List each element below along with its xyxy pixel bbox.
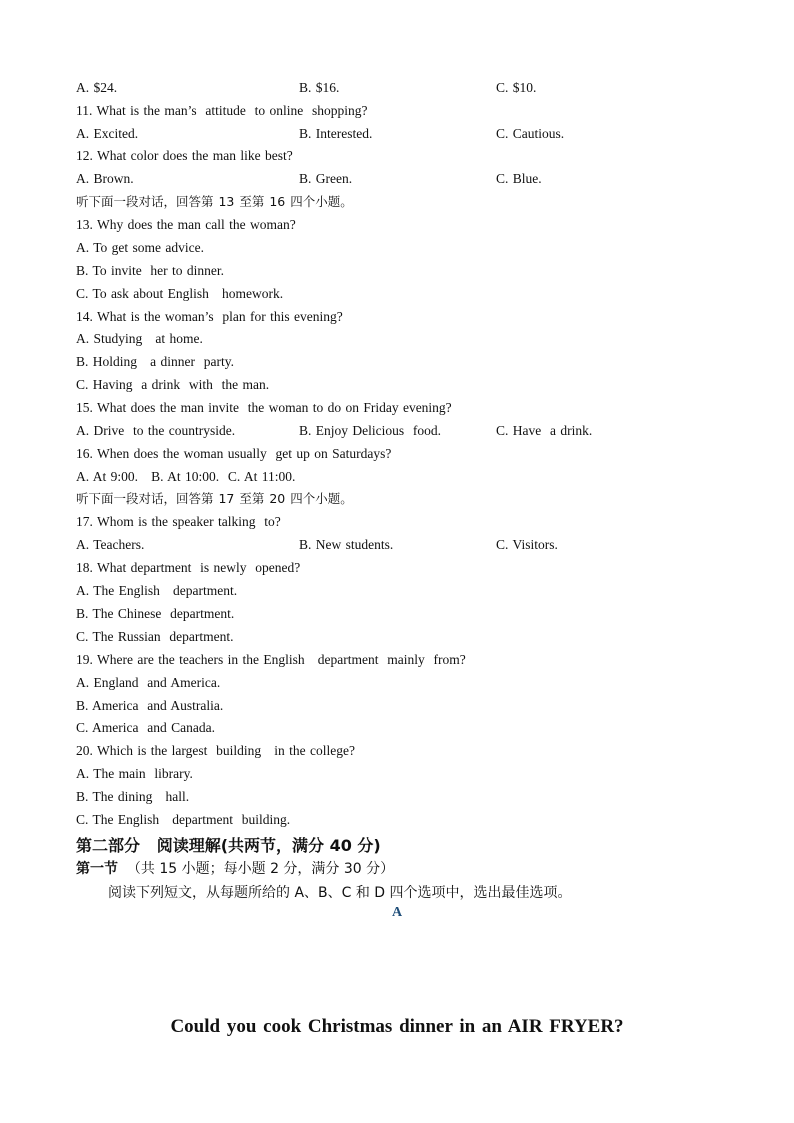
q10-option-c: C. $10.	[496, 80, 537, 95]
q14-option-b: B. Holding a dinner party.	[76, 354, 234, 369]
q19-option-a: A. England and America.	[76, 675, 221, 690]
q15-option-a: A. Drive to the countryside.	[76, 423, 236, 438]
q16-question: 16. When does the woman usually get up on Saturdays?	[76, 446, 392, 461]
section1-detail: （共 15 小题；每小题 2 分，满分 30 分）	[118, 861, 395, 877]
q11-option-a: A. Excited.	[76, 126, 139, 141]
q15-question: 15. What does the man invite the woman to do on Friday evening?	[76, 400, 452, 415]
q12-options	[76, 170, 716, 188]
instruction-17-20: 听下面一段对话，回答第 17 至第 20 四个小题。	[76, 491, 353, 506]
q15-options	[76, 422, 716, 440]
q12-question: 12. What color does the man like best?	[76, 148, 293, 163]
q15-option-c: C. Have a drink.	[496, 423, 593, 438]
q14-option-a: A. Studying at home.	[76, 331, 203, 346]
q13-option-b: B. To invite her to dinner.	[76, 263, 225, 278]
section1-label: 第一节	[76, 861, 118, 877]
q17-options	[76, 536, 716, 554]
instruction-13-16: 听下面一段对话，回答第 13 至第 16 四个小题。	[76, 194, 353, 209]
q12-option-b: B. Green.	[299, 171, 353, 186]
q19-option-c: C. America and Canada.	[76, 720, 215, 735]
q18-option-c: C. The Russian department.	[76, 629, 234, 644]
q17-option-b: B. New students.	[299, 537, 394, 552]
q12-option-a: A. Brown.	[76, 171, 134, 186]
q13-question: 13. Why does the man call the woman?	[76, 217, 296, 232]
q14-option-c: C. Having a drink with the man.	[76, 377, 270, 392]
q20-option-a: A. The main library.	[76, 766, 193, 781]
q11-option-c: C. Cautious.	[496, 126, 565, 141]
q18-option-a: A. The English department.	[76, 583, 238, 598]
q11-question: 11. What is the man’s attitude to online shopping?	[76, 103, 368, 118]
q20-option-c: C. The English department building.	[76, 812, 291, 827]
q19-option-b: B. America and Australia.	[76, 698, 224, 713]
q17-option-a: A. Teachers.	[76, 537, 145, 552]
q20-question: 20. Which is the largest building in the college?	[76, 743, 355, 758]
reading-instruction: 阅读下列短文，从每题所给的 A、B、C 和 D 四个选项中，选出最佳选项。	[108, 885, 572, 901]
q12-option-c: C. Blue.	[496, 171, 542, 186]
q14-question: 14. What is the woman’s plan for this evening?	[76, 309, 343, 324]
q10-option-b: B. $16.	[299, 80, 340, 95]
q10-options	[76, 79, 716, 97]
q11-option-b: B. Interested.	[299, 126, 373, 141]
q13-option-a: A. To get some advice.	[76, 240, 205, 255]
q19-question: 19. Where are the teachers in the English department mainly from?	[76, 652, 466, 667]
passage-letter: A	[391, 905, 403, 920]
q18-option-b: B. The Chinese department.	[76, 606, 235, 621]
q16-options: A. At 9:00. B. At 10:00. C. At 11:00.	[76, 469, 296, 484]
q17-question: 17. Whom is the speaker talking to?	[76, 514, 281, 529]
part2-title: 第二部分 阅读理解(共两节，满分 40 分)	[76, 836, 381, 855]
q20-option-b: B. The dining hall.	[76, 789, 190, 804]
q10-option-a: A. $24.	[76, 80, 118, 95]
q15-option-b: B. Enjoy Delicious food.	[299, 423, 441, 438]
passage-title: Could you cook Christmas dinner in an AIR FRYER?	[170, 1016, 624, 1037]
q13-option-c: C. To ask about English homework.	[76, 286, 284, 301]
q11-options	[76, 125, 716, 143]
q17-option-c: C. Visitors.	[496, 537, 558, 552]
section1-heading	[76, 858, 394, 878]
q18-question: 18. What department is newly opened?	[76, 560, 301, 575]
